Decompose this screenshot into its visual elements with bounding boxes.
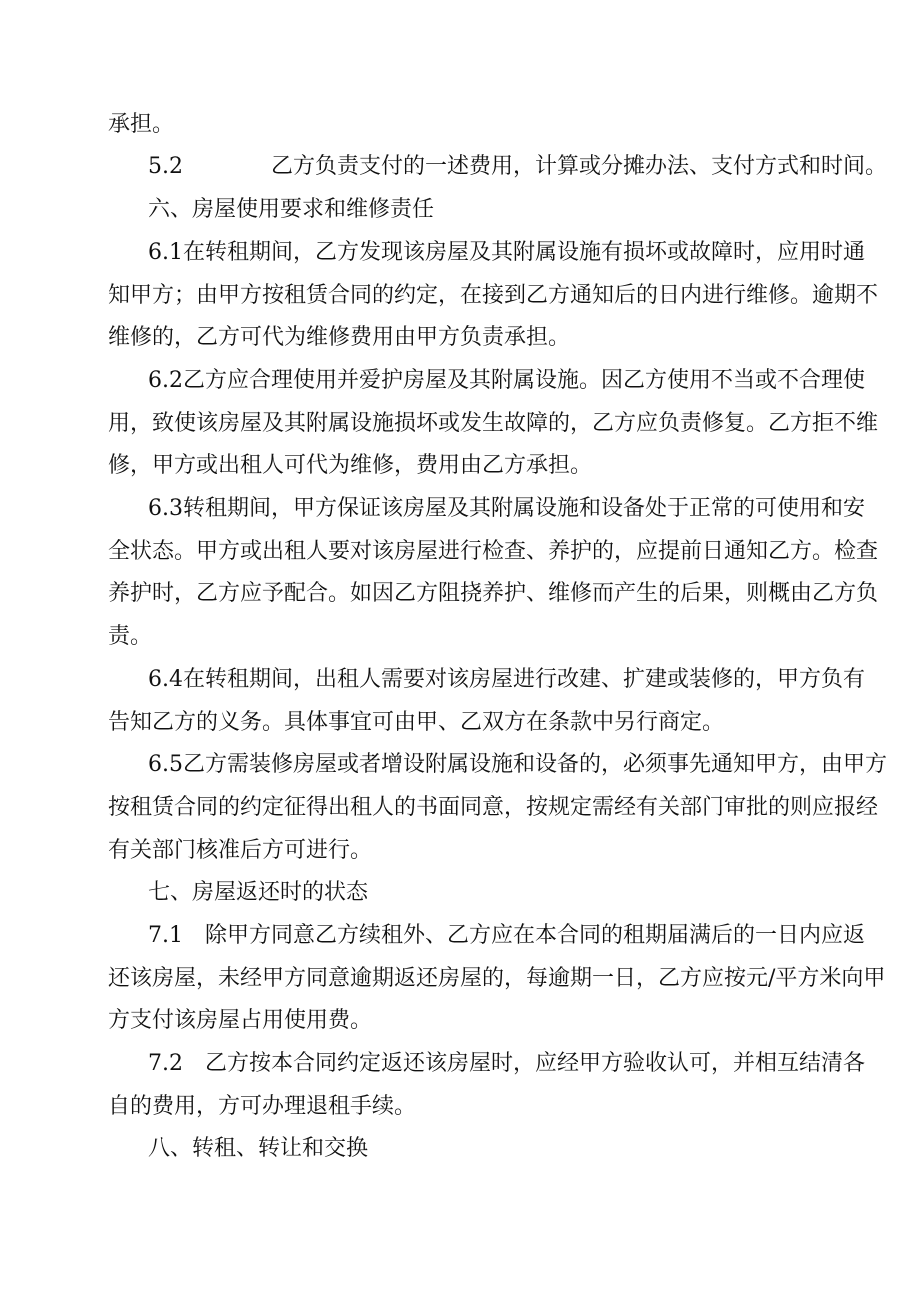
paragraph-line: 用，致使该房屋及其附属设施损坏或发生故障的，乙方应负责修复。乙方拒不维 xyxy=(108,411,879,436)
paragraph-line: 知甲方；由甲方按租赁合同的约定，在接到乙方通知后的日内进行维修。逾期不 xyxy=(108,283,879,308)
paragraph-line: 责。 xyxy=(108,624,153,649)
paragraph-line: 6.5乙方需装修房屋或者增设附属设施和设备的，必须事先通知甲方，由甲方 xyxy=(148,752,887,777)
paragraph-line: 告知乙方的义务。具体事宜可由甲、乙双方在条款中另行商定。 xyxy=(108,710,725,735)
paragraph-line: 6.1在转租期间，乙方发现该房屋及其附属设施有损坏或故障时，应用时通 xyxy=(148,240,865,265)
paragraph-line: 全状态。甲方或出租人要对该房屋进行检查、养护的，应提前日通知乙方。检查 xyxy=(108,539,879,564)
paragraph-line: 承担。 xyxy=(108,112,175,137)
paragraph-line: 养护时，乙方应予配合。如因乙方阻挠养护、维修而产生的后果，则概由乙方负 xyxy=(108,581,879,606)
paragraph-line: 7.1 除甲方同意乙方续租外、乙方应在本合同的租期届满后的一日内应返 xyxy=(148,923,865,948)
paragraph-line: 按租赁合同的约定征得出租人的书面同意，按规定需经有关部门审批的则应报经 xyxy=(108,795,879,820)
paragraph-line: 有关部门核准后方可进行。 xyxy=(108,838,373,863)
paragraph-line: 维修的，乙方可代为维修费用由甲方负责承担。 xyxy=(108,325,571,350)
paragraph-line: 方支付该房屋占用使用费。 xyxy=(108,1008,373,1033)
paragraph-line: 6.3转租期间，甲方保证该房屋及其附属设施和设备处于正常的可使用和安 xyxy=(148,496,865,521)
section-heading: 七、房屋返还时的状态 xyxy=(148,880,369,905)
section-heading: 六、房屋使用要求和维修责任 xyxy=(148,197,435,222)
paragraph-line: 5.2 乙方负责支付的一述费用，计算或分摊办法、支付方式和时间。 xyxy=(148,154,887,179)
paragraph-line: 还该房屋，未经甲方同意逾期返还房屋的，每逾期一日，乙方应按元/平方米向甲 xyxy=(108,966,886,991)
paragraph-line: 6.4在转租期间，出租人需要对该房屋进行改建、扩建或装修的，甲方负有 xyxy=(148,667,865,692)
paragraph-line: 自的费用，方可办理退租手续。 xyxy=(108,1094,417,1119)
paragraph-line: 6.2乙方应合理使用并爱护房屋及其附属设施。因乙方使用不当或不合理使 xyxy=(148,368,865,393)
paragraph-line: 修，甲方或出租人可代为维修，费用由乙方承担。 xyxy=(108,453,593,478)
paragraph-line: 7.2 乙方按本合同约定返还该房屋时，应经甲方验收认可，并相互结清各 xyxy=(148,1051,865,1076)
section-heading: 八、转租、转让和交换 xyxy=(148,1136,369,1161)
